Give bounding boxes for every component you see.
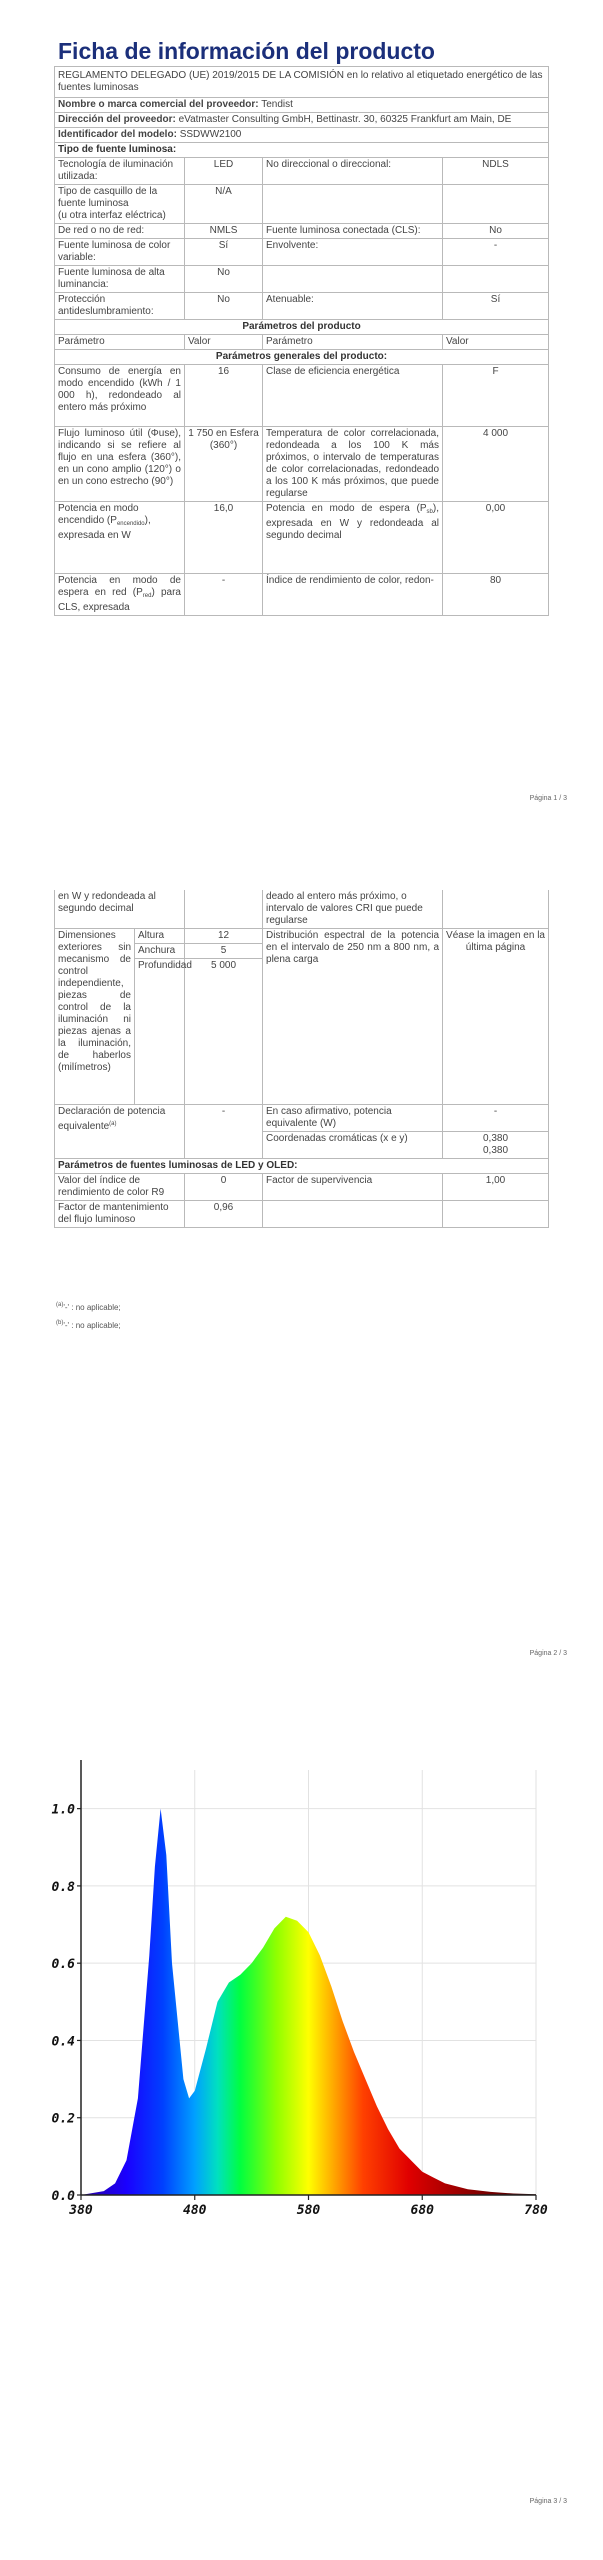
page-1 bbox=[0, 0, 603, 815]
cell: 16 bbox=[185, 365, 263, 427]
page-3 bbox=[0, 1740, 603, 2560]
col-header-param: Parámetro bbox=[55, 335, 185, 350]
cell: Tipo de casquillo de la fuente luminosa (u otra interfaz eléctrica) bbox=[55, 185, 185, 224]
model-row bbox=[55, 128, 549, 143]
chroma-y: 0,380 bbox=[483, 1145, 509, 1156]
dim-width-label: Anchura bbox=[135, 944, 185, 959]
cell bbox=[443, 266, 549, 293]
section-led-params: Parámetros de fuentes luminosas de LED y OLED: bbox=[55, 1159, 549, 1174]
spectral-value: Véase la imagen en la última página bbox=[443, 929, 549, 1105]
equiv-value: - bbox=[185, 1105, 263, 1159]
section-general-params: Parámetros generales del producto: bbox=[55, 350, 549, 365]
page-number-3: Página 3 / 3 bbox=[529, 2498, 567, 2505]
cell bbox=[443, 1201, 549, 1228]
cell: De red o no de red: bbox=[55, 224, 185, 239]
x-tick-label: 680 bbox=[410, 2203, 434, 2218]
cell: Sí bbox=[443, 293, 549, 320]
chroma-label: Coordenadas cromáticas (x e y) bbox=[263, 1132, 443, 1159]
cell: 0,96 bbox=[185, 1201, 263, 1228]
cell: 4 000 bbox=[443, 427, 549, 502]
address-row bbox=[55, 113, 549, 128]
cell: Factor de mantenimiento del flujo luminoso bbox=[55, 1201, 185, 1228]
y-tick-label: 0.0 bbox=[51, 2189, 75, 2204]
cell: Protección antideslumbramiento: bbox=[55, 293, 185, 320]
y-tick-labels bbox=[52, 1803, 81, 2204]
col-header-value: Valor bbox=[185, 335, 263, 350]
col-header-param-2: Parámetro bbox=[263, 335, 443, 350]
cell: Fuente luminosa de color variable: bbox=[55, 239, 185, 266]
net-standby-label: Potencia en modo de espera en red $(P_{red})$ para CLS, expresada bbox=[55, 574, 185, 616]
cell: Fuente luminosa conectada (CLS): bbox=[263, 224, 443, 239]
footnote-a: $^{(a)}$'-' : no aplicable; bbox=[56, 1302, 121, 1312]
y-tick-label: 0.6 bbox=[51, 1957, 75, 1973]
cell: Fuente luminosa de alta luminancia: bbox=[55, 266, 185, 293]
dim-depth-value: 5 000 bbox=[185, 959, 263, 1105]
dim-height-label: Altura bbox=[135, 929, 185, 944]
x-tick-label: 480 bbox=[183, 2203, 207, 2218]
dim-depth-label: Profundidad bbox=[135, 959, 185, 1105]
section-product-params: Parámetros del producto bbox=[55, 320, 549, 335]
col-header-value-2: Valor bbox=[443, 335, 549, 350]
cell bbox=[263, 1201, 443, 1228]
cell: No bbox=[185, 293, 263, 320]
cell: F bbox=[443, 365, 549, 427]
cri-value: 80 bbox=[443, 574, 549, 616]
page-2 bbox=[0, 880, 603, 1675]
product-info-table bbox=[54, 66, 549, 616]
y-tick-label: 0.2 bbox=[51, 2111, 75, 2127]
net-standby-value: - bbox=[185, 574, 263, 616]
cell: 0 bbox=[185, 1174, 263, 1201]
equiv-power-label: En caso afirmativo, potencia equivalente (W) bbox=[263, 1105, 443, 1132]
cell: Flujo luminoso útil (Φuse), indicando si se refiere al flujo en una esfera (360°), en un cono amplio (120°) o en un cono estrecho (90°) bbox=[55, 427, 185, 502]
cell: Envolvente: bbox=[263, 239, 443, 266]
cell bbox=[263, 266, 443, 293]
supplier-value: Tendist bbox=[261, 99, 293, 110]
cell: Temperatura de color correlacionada, redondeada a los 100 K más próximos, o intervalo de temperaturas de color correlacionadas, redondeado a los 100 K más próximos, que puede regularse bbox=[263, 427, 443, 502]
x-tick-label: 380 bbox=[69, 2203, 93, 2218]
x-tick-label: 580 bbox=[296, 2203, 321, 2218]
cell: No bbox=[185, 266, 263, 293]
y-tick-label: 1.0 bbox=[51, 1802, 75, 1818]
cell: Atenuable: bbox=[263, 293, 443, 320]
document-title: Ficha de información del producto bbox=[58, 38, 435, 64]
dim-height-value: 12 bbox=[185, 929, 263, 944]
dim-width-value: 5 bbox=[185, 944, 263, 959]
cell: Clase de eficiencia energética bbox=[263, 365, 443, 427]
cell: Valor del índice de rendimiento de color R9 bbox=[55, 1174, 185, 1201]
page-number-1: Página 1 / 3 bbox=[529, 795, 567, 802]
cell bbox=[263, 185, 443, 224]
standby-value: 0,00 bbox=[443, 502, 549, 574]
y-tick-label: 0.4 bbox=[51, 2034, 75, 2050]
cell bbox=[443, 185, 549, 224]
supplier-row bbox=[55, 98, 549, 113]
cell: Factor de supervivencia bbox=[263, 1174, 443, 1201]
cri-continued: deado al entero más próximo, o intervalo de valores CRI que puede regularse bbox=[263, 890, 443, 929]
cell: - bbox=[443, 239, 549, 266]
model-label: Identificador del modelo: bbox=[58, 129, 177, 140]
cell: LED bbox=[185, 158, 263, 185]
spectral-label: Distribución espectral de la potencia en el intervalo de 250 nm a 800 nm, a plena carga bbox=[263, 929, 443, 1105]
equiv-label: Declaración de potencia equivalente$^{(a)}$ bbox=[55, 1105, 185, 1159]
cell: Consumo de energía en modo encendido (kWh / 1 000 h), redondeado al entero más próximo bbox=[55, 365, 185, 427]
cell: No bbox=[443, 224, 549, 239]
type-header: Tipo de fuente luminosa: bbox=[55, 143, 549, 158]
spectral-power-chart bbox=[51, 1740, 554, 2240]
address-label: Dirección del proveedor: bbox=[58, 114, 176, 125]
address-value: eVatmaster Consulting GmbH, Bettinastr. 30, 60325 Frankfurt am Main, DE bbox=[178, 114, 512, 125]
cell: Sí bbox=[185, 239, 263, 266]
supplier-label: Nombre o marca comercial del proveedor: bbox=[58, 99, 259, 110]
cell: No direccional o direccional: bbox=[263, 158, 443, 185]
standby-net-continued: en W y redondeada al segundo decimal bbox=[55, 890, 185, 929]
y-tick-label: 0.8 bbox=[51, 1879, 75, 1895]
x-tick-label: 780 bbox=[524, 2203, 548, 2218]
x-tick-labels bbox=[68, 2195, 548, 2218]
cell-empty bbox=[443, 890, 549, 929]
cri-label: Índice de rendimiento de color, redon- bbox=[263, 574, 443, 616]
cell: 1 750 en Esfera (360°) bbox=[185, 427, 263, 502]
power-on-value: 16,0 bbox=[185, 502, 263, 574]
product-info-table-continued bbox=[54, 890, 549, 1228]
cell: N/A bbox=[185, 185, 263, 224]
cell: 1,00 bbox=[443, 1174, 549, 1201]
page-number-2: Página 2 / 3 bbox=[529, 1650, 567, 1657]
dimensions-label: Dimensiones exteriores sin mecanismo de control independiente, piezas de control de la iluminación ni piezas ajenas a la iluminación, de haberlos (milímetros) bbox=[55, 929, 135, 1105]
footnote-b: $^{(b)}$'-' : no aplicable; bbox=[56, 1320, 121, 1330]
cell: Tecnología de iluminación utilizada: bbox=[55, 158, 185, 185]
cell: NMLS bbox=[185, 224, 263, 239]
regulation-text: REGLAMENTO DELEGADO (UE) 2019/2015 DE LA COMISIÓN en lo relativo al etiquetado energético de las fuentes luminosas bbox=[55, 67, 549, 98]
chroma-x: 0,380 bbox=[483, 1133, 509, 1144]
chroma-values bbox=[443, 1132, 549, 1159]
cell: NDLS bbox=[443, 158, 549, 185]
standby-label: Potencia en modo de espera $(P_{sb})$, expresada en W y redondeada al segundo decimal bbox=[263, 502, 443, 574]
model-value: SSDWW2100 bbox=[179, 129, 242, 140]
power-on-label: Potencia en modo encendido $(P_{encendido})$, expresada en W bbox=[55, 502, 185, 574]
equiv-power-value: - bbox=[443, 1105, 549, 1132]
cell-empty bbox=[185, 890, 263, 929]
